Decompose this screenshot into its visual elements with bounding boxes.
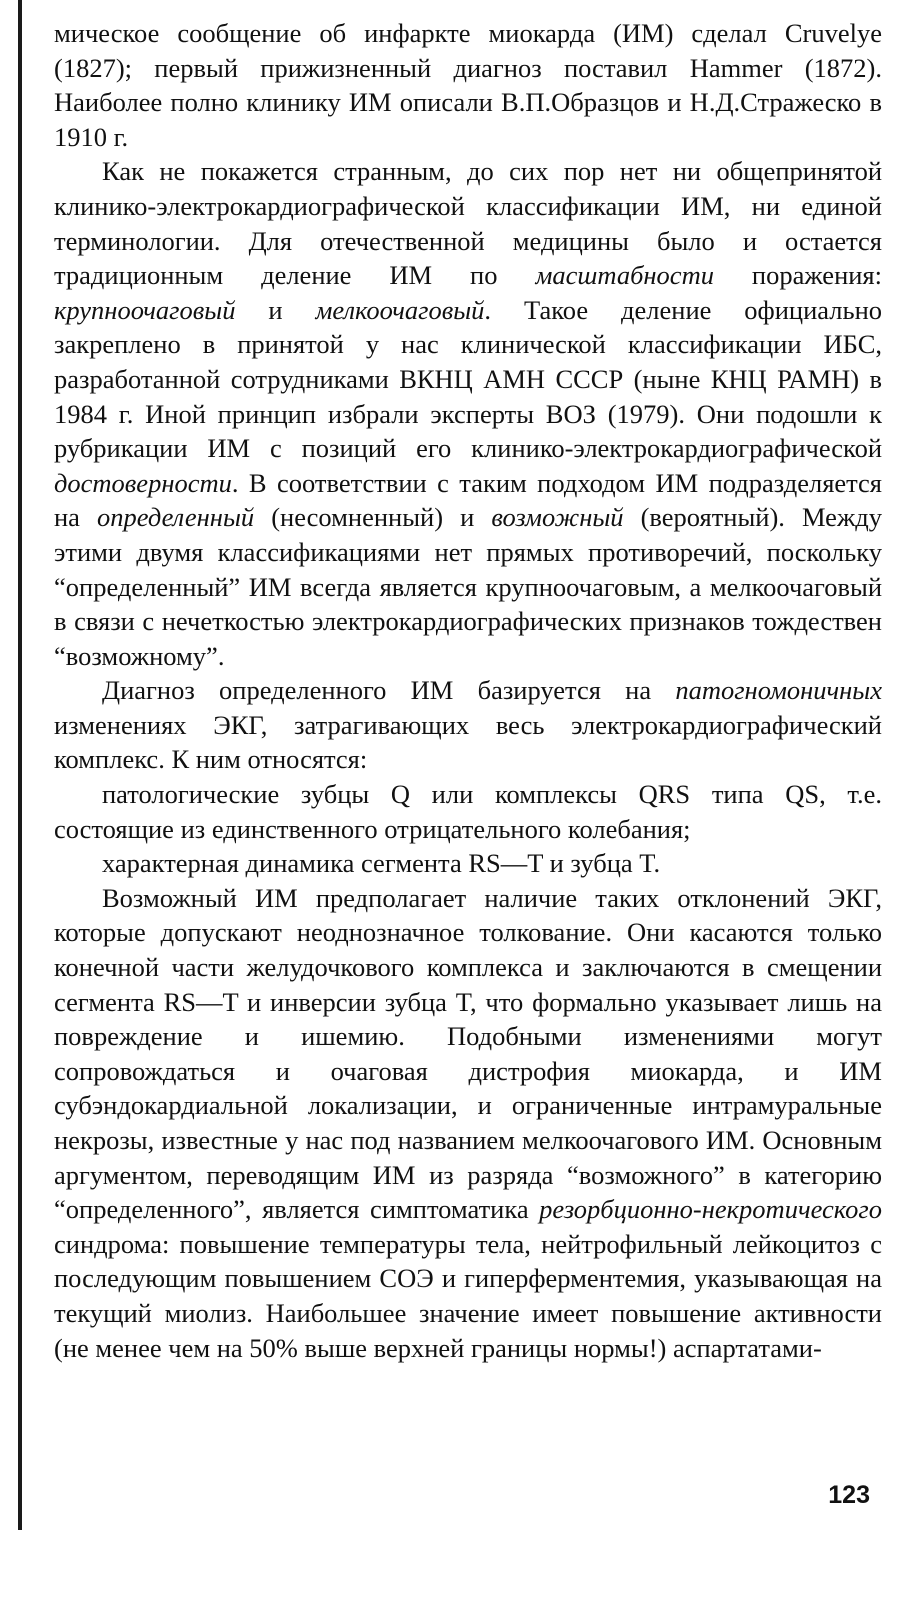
italic-term: возможный (491, 502, 624, 533)
text-run: (вероятный). Между этими двумя классификациями нет прямых противоречий, поскольку “определенный” ИМ всегда является крупноочаговым, а мелкоочаговый в связи с нечеткостью электрокардиографических признаков тождествен “возможному”. (54, 502, 882, 671)
italic-term: крупноочаговый (54, 294, 236, 325)
text-run: Как не покажется странным, до сих пор нет ни общепринятой клинико-электрокардиографической классификации ИМ, ни единой терминологии. Для отечественной медицины было и остается традиционным деление ИМ по (54, 156, 882, 291)
text-run: . Такое деление официально закреплено в принятой у нас клинической классификации ИБС, разработанной сотрудниками ВКНЦ АМН СССР (ныне КНЦ РАМН) в 1984 г. Иной принцип избрали эксперты ВОЗ (1979). Они подошли к рубрикации ИМ с позиций его клинико-электрокардиографической (54, 294, 882, 464)
text-run: и (235, 294, 316, 325)
text-run: Возможный ИМ предполагает наличие таких отклонений ЭКГ, которые допускают неоднозначное толкование. Они касаются только конечной части желудочкового комплекса и заключаются в смещении сегмента RS—T и инверсии зубца T, что формально указывает лишь на повреждение и ишемию. Подобными изменениями могут сопровождаться и очаговая дистрофия миокарда, и ИМ субэндокардиальной локализации, и ограниченные интрамуральные некрозы, известные у нас под названием мелкоочагового ИМ. Основным аргументом, переводящим ИМ из разряда “возможного” в категорию “определенного”, является симптоматика (54, 882, 882, 1225)
text-run: мическое сообщение об инфаркте миокарда (ИМ) сделал Cruvelye (1827); первый прижизненный диагноз поставил Hammer (1872). Наиболее полно клинику ИМ описали В.П.Образцов и Н.Д.Стражеско в 1910 г. (54, 18, 882, 152)
italic-term: определенный (97, 502, 255, 533)
text-run: патологические зубцы Q или комплексы QRS типа QS, т.е. состоящие из единственного отрицательного колебания; (54, 779, 882, 844)
paragraph (54, 154, 882, 673)
italic-term: патогномоничных (675, 675, 882, 706)
text-run: (несомненный) и (254, 502, 492, 533)
paragraph (54, 673, 882, 777)
italic-term: достоверности (54, 467, 232, 498)
body-text (54, 16, 882, 1365)
text-run: синдрома: повышение температуры тела, нейтрофильный лейкоцитоз с последующим повышением СОЭ и гиперферментемия, указывающая на текущий миолиз. Наибольшее значение имеет повышение активности (не менее чем на 50% выше верхней границы нормы!) аспартатами- (54, 1228, 882, 1363)
text-run: поражения: (713, 260, 882, 291)
italic-term: мелкоочаговый (315, 294, 485, 325)
text-run: Диагноз определенного ИМ базируется на (102, 675, 676, 706)
italic-term: резорбционно-некротического (539, 1194, 882, 1225)
paragraph (54, 881, 882, 1365)
paragraph (54, 777, 882, 846)
italic-term: масштабности (535, 260, 714, 291)
text-run: изменениях ЭКГ, затрагивающих весь электрокардиографический комплекс. К ним относятся: (54, 709, 882, 775)
paragraph (54, 846, 882, 881)
page-edge-line (18, 0, 22, 1530)
text-run: характерная динамика сегмента RS—T и зубца T. (102, 848, 661, 879)
page-number: 123 (828, 1481, 870, 1509)
paragraph (54, 16, 882, 154)
text-run: . В соответствии с таким подходом ИМ подразделяется на (54, 467, 882, 533)
